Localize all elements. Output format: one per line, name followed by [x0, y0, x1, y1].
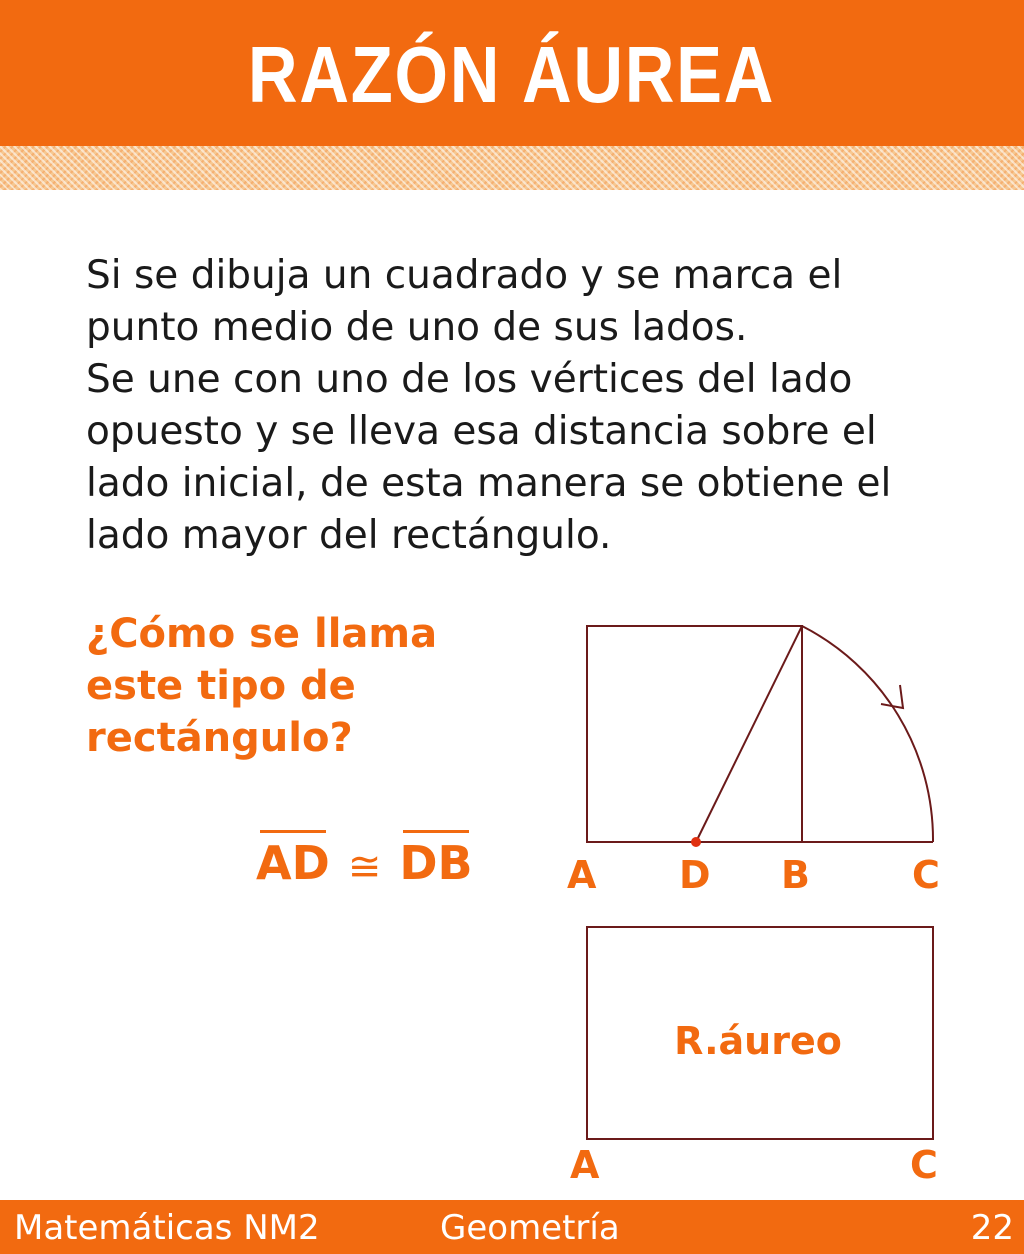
body-line: lado mayor del rectángulo.	[86, 513, 612, 558]
segment-db: DB	[399, 836, 473, 890]
rectangle-label: R.áureo	[674, 1019, 842, 1063]
segment-ad: AD	[256, 836, 330, 890]
congruent-symbol: ≅	[347, 844, 382, 890]
label-c: C	[912, 853, 940, 897]
question-line: este tipo de	[86, 663, 356, 709]
body-line: opuesto y se lleva esa distancia sobre el	[86, 409, 877, 454]
footer-topic: Geometría	[440, 1208, 620, 1248]
body-line: Se une con uno de los vértices del lado	[86, 357, 853, 402]
page-title: RAZÓN ÁUREA	[248, 30, 776, 119]
square	[587, 626, 802, 842]
construction-figure	[567, 626, 940, 897]
golden-rectangle	[570, 927, 938, 1187]
midpoint-dot	[691, 837, 701, 847]
body-line: Si se dibuja un cuadrado y se marca el	[86, 253, 843, 298]
bottom-label-c: C	[910, 1143, 938, 1187]
footer-subject: Matemáticas NM2	[14, 1208, 320, 1248]
diagonal-line	[696, 626, 802, 842]
footer-bar	[0, 1200, 1024, 1254]
question-line: rectángulo?	[86, 715, 353, 761]
arc	[802, 626, 933, 842]
label-d: D	[679, 853, 711, 897]
label-b: B	[781, 853, 810, 897]
body-line: punto medio de uno de sus lados.	[86, 305, 748, 350]
body-line: lado inicial, de esta manera se obtiene el	[86, 461, 892, 506]
question-line: ¿Cómo se llama	[86, 611, 438, 657]
bottom-label-a: A	[570, 1143, 600, 1187]
label-a: A	[567, 853, 597, 897]
page-number: 22	[970, 1208, 1014, 1248]
